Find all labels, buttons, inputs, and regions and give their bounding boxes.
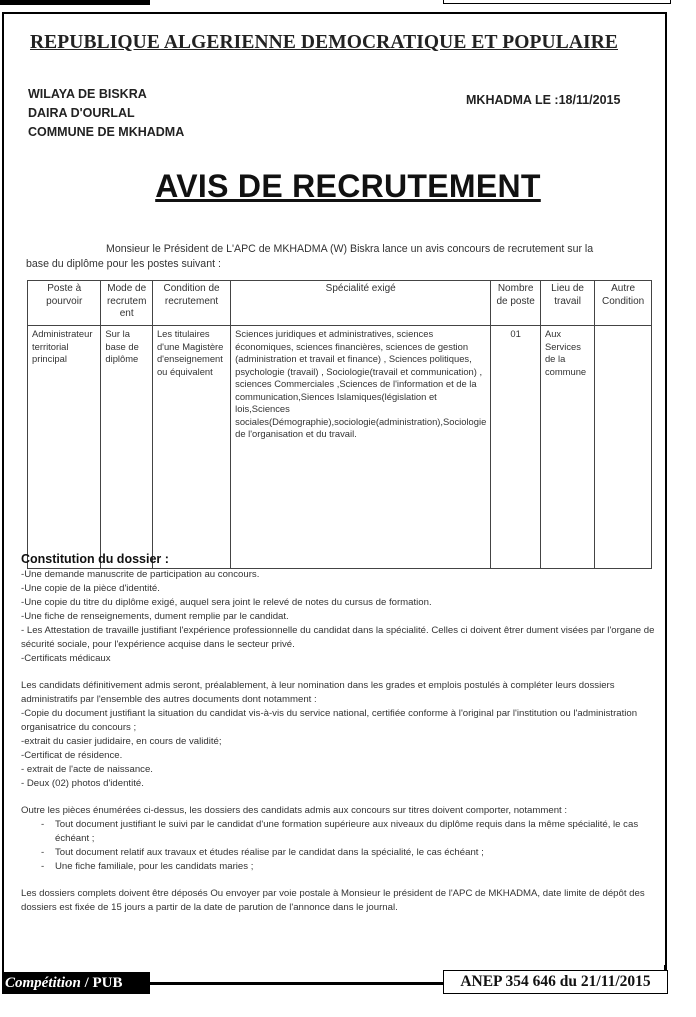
footer-category-pub: PUB — [92, 975, 123, 991]
col-header-lieu: Lieu de travail — [540, 281, 594, 326]
republic-heading: REPUBLIQUE ALGERIENNE DEMOCRATIQUE ET POPULAIRE — [30, 32, 618, 53]
footer-category-tag — [2, 972, 150, 994]
outre-intro: Outre les pièces énumérées ci-dessus, les dossiers des candidats admis aux concours sur titres doivent comporter, notamment : — [21, 805, 568, 816]
outre-item-text: Tout document justifiant le suivi par le candidat d'une formation supérieure aux niveaux du diplôme requis dans la même spécialité, le cas échéant ; — [55, 819, 639, 844]
admin-line-wilaya: WILAYA DE BISKRA — [28, 87, 147, 101]
col-header-specialite: Spécialité exigé — [231, 281, 491, 326]
cell-nombre: 01 — [491, 326, 541, 569]
top-right-box — [443, 0, 671, 4]
col-header-mode: Mode de recrutem ent — [101, 281, 153, 326]
admis-item: -extrait du casier judidaire, en cours de validité; — [21, 736, 222, 747]
outre-list — [21, 818, 661, 874]
admis-item: -Copie du document justifiant la situation du candidat vis-à-vis du service national, certifiée conforme à l'original par l'institution ou l'administration organisatrice du concours ; — [21, 708, 638, 733]
intro-line-2: base du diplôme pour les postes suivant : — [26, 258, 221, 270]
outre-item — [21, 860, 661, 874]
col-header-nombre: Nombre de poste — [491, 281, 541, 326]
outre-item-text: Tout document relatif aux travaux et études réalise par le candidat dans la spécialité, le cas échéant ; — [55, 847, 484, 858]
outre-item — [21, 846, 661, 860]
posts-table — [27, 280, 652, 569]
cell-autre — [595, 326, 652, 569]
bullet-dash-icon: - — [41, 819, 45, 830]
col-header-condition: Condition de recrutement — [152, 281, 230, 326]
dossier-item: -Une demande manuscrite de participation au concours. — [21, 569, 260, 580]
admin-line-daira: DAIRA D'OURLAL — [28, 106, 135, 120]
page-title: AVIS DE RECRUTEMENT — [155, 168, 541, 204]
cell-lieu: Aux Services de la commune — [540, 326, 594, 569]
cell-condition: Les titulaires d'une Magistère d'enseignement ou équivalent — [152, 326, 230, 569]
closing-paragraph: Les dossiers complets doivent être déposés Ou envoyer par voie postale à Monsieur le président de l'APC de MKHADMA, date limite de dépôt des dossiers est fixée de 15 jours a partir de la date de parution de l'annonce dans le journal. — [21, 888, 645, 913]
footer-category-separator: / — [80, 975, 93, 991]
col-header-autre: Autre Condition — [595, 281, 652, 326]
cell-poste: Administrateur territorial principal — [28, 326, 101, 569]
table-row — [28, 326, 652, 569]
top-left-bar — [0, 0, 150, 5]
dossier-item: -Une copie du titre du diplôme exigé, auquel sera joint le relevé de notes du cursus de formation. — [21, 597, 432, 608]
intro-paragraph — [26, 242, 656, 272]
admin-block — [28, 85, 184, 142]
cell-specialite: Sciences juridiques et administratives, sciences économiques, sciences financières, sciences de gestion (administration et travail et finance) , Sciences politiques, psychologie (travail) , Sociologie(travail et communication) , sciences Commerciales ,Sciences de l'information et de la communication,Siences Islamiques(législation et lois,Sciences sociales(Démographie),sociologie(administration),Sociologie de l'organisation et du travail. — [231, 326, 491, 569]
admis-item: - extrait de l'acte de naissance. — [21, 764, 153, 775]
admis-intro: Les candidats définitivement admis seront, préalablement, à leur nomination dans les grades et emplois postulés à compléter leurs dossiers administratifs par l'ensemble des autres documents dont notamment : — [21, 680, 615, 705]
footer-category-italic: Compétition — [5, 975, 81, 991]
dossier-item: -Une fiche de renseignements, dument remplie par le candidat. — [21, 611, 289, 622]
admis-item: - Deux (02) photos d'identité. — [21, 778, 144, 789]
footer-rule — [150, 982, 443, 985]
dossier-heading: Constitution du dossier : — [21, 552, 169, 566]
cell-mode: Sur la base de diplôme — [101, 326, 153, 569]
footer-reference: ANEP 354 646 du 21/11/2015 — [443, 970, 668, 994]
col-header-poste: Poste à pourvoir — [28, 281, 101, 326]
dossier-item: - Les Attestation de travaille justifiant l'expérience professionnelle du candidat dans la spécialité. Celles ci doivent êtrer dument visées par l'organe de sécurité sociale, pour l'expérience acquise dans le secteur privé. — [21, 625, 655, 650]
admin-line-commune: COMMUNE DE MKHADMA — [28, 125, 185, 139]
outre-item — [21, 818, 661, 846]
intro-line-1: Monsieur le Président de L'APC de MKHADMA (W) Biskra lance un avis concours de recrutement sur la — [106, 243, 594, 255]
dossier-item: -Une copie de la pièce d'identité. — [21, 583, 160, 594]
bullet-dash-icon: - — [41, 847, 45, 858]
outre-item-text: Une fiche familiale, pour les candidats maries ; — [55, 861, 254, 872]
place-date: MKHADMA LE :18/11/2015 — [466, 93, 621, 107]
admis-item: -Certificat de résidence. — [21, 750, 123, 761]
table-header-row — [28, 281, 652, 326]
body-text — [21, 552, 661, 915]
bullet-dash-icon: - — [41, 861, 45, 872]
dossier-item: -Certificats médicaux — [21, 653, 111, 664]
